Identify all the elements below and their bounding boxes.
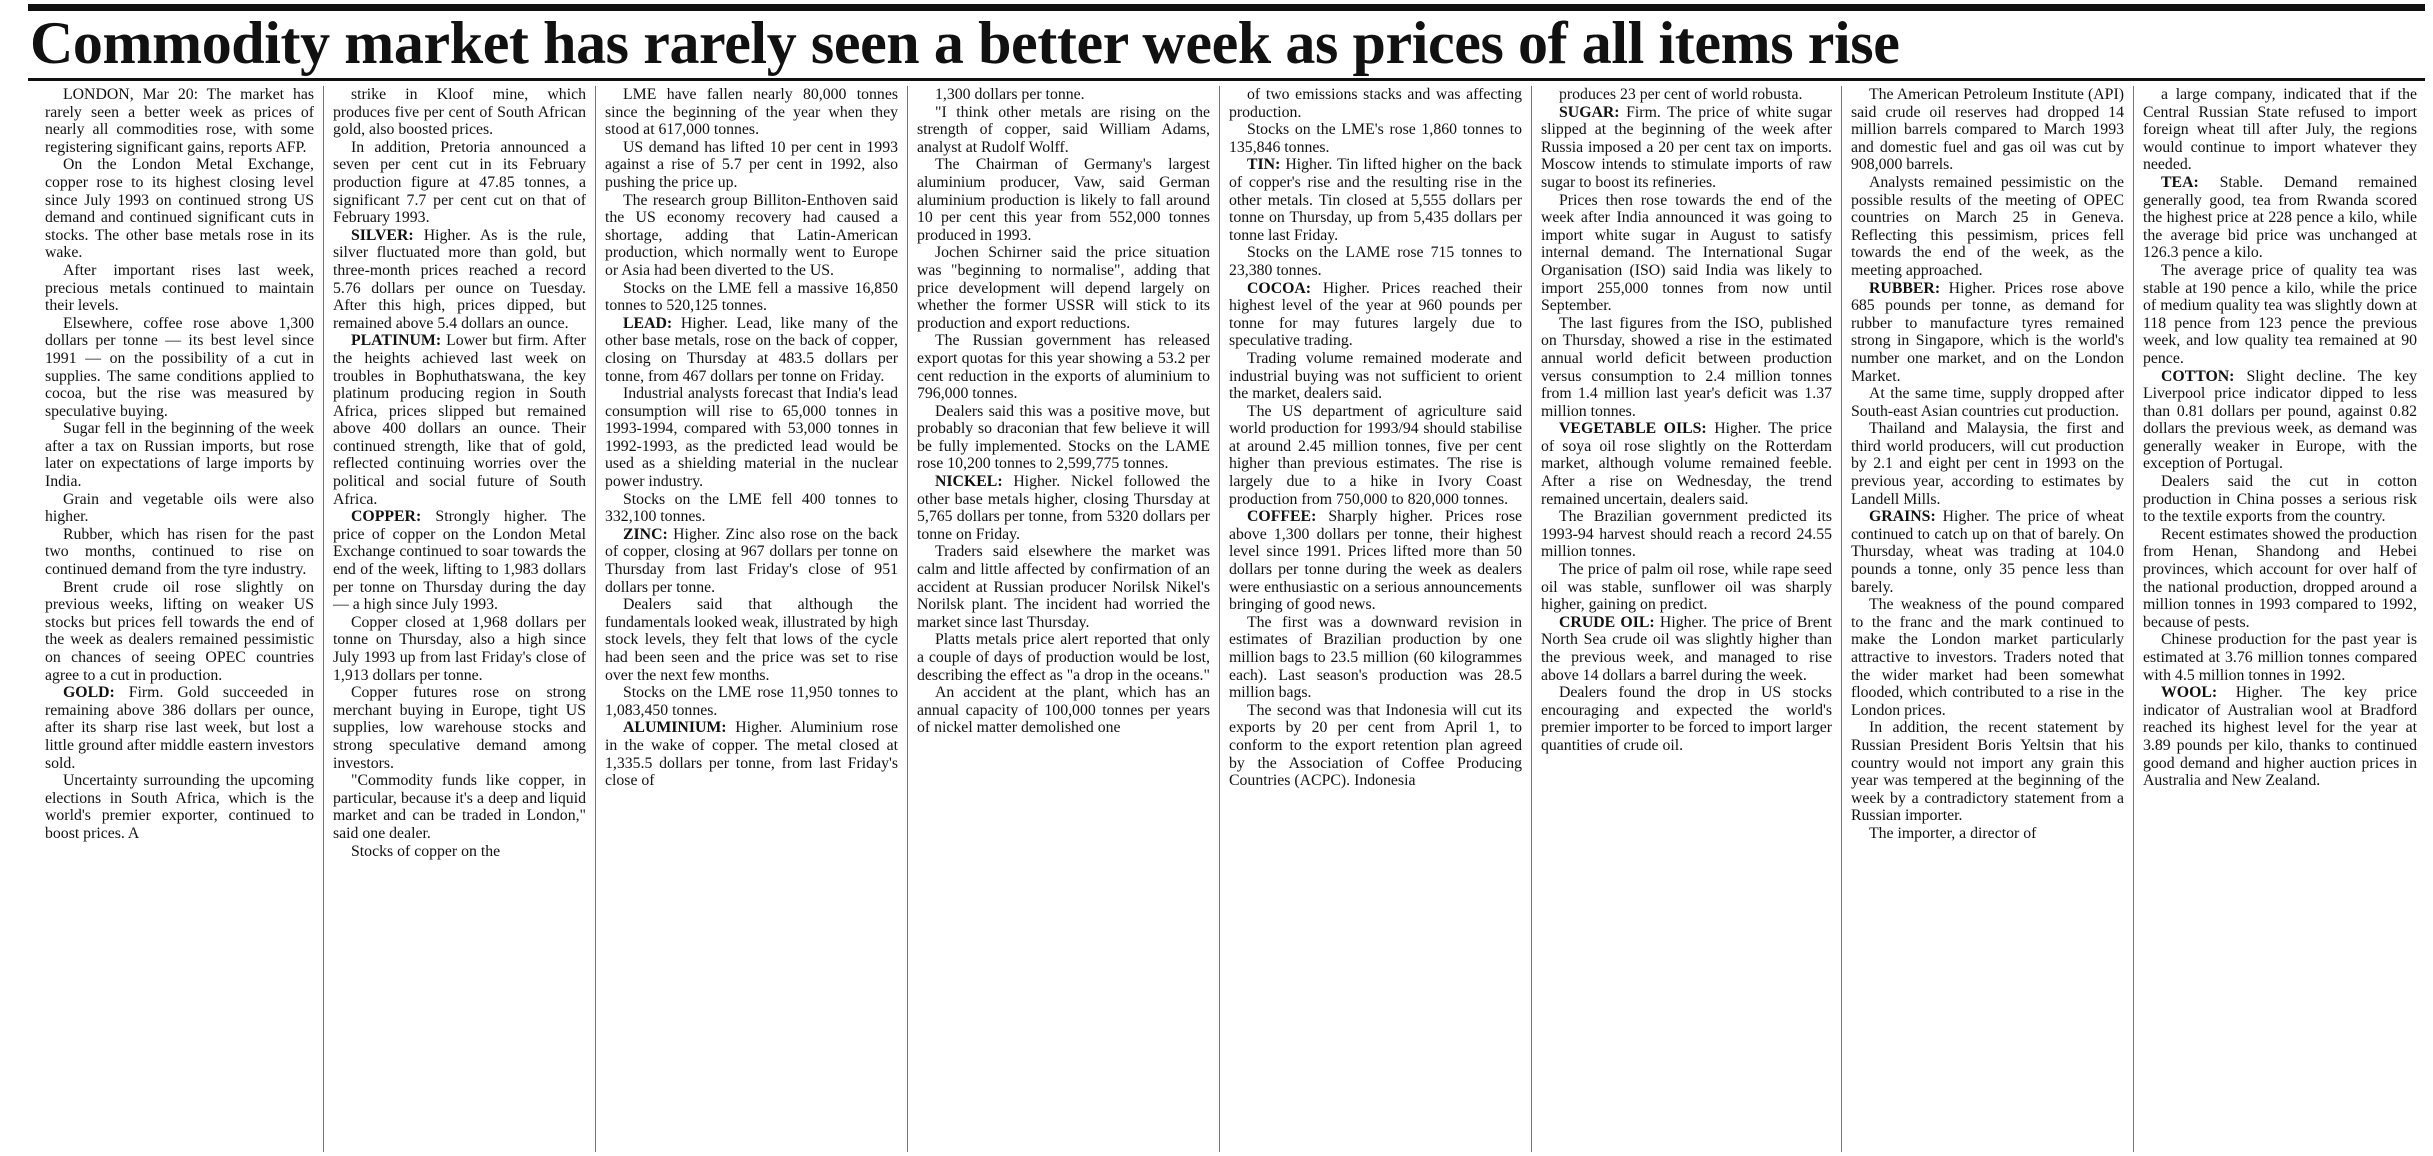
paragraph: Stocks on the LME fell 400 tonnes to 332,100 tonnes. bbox=[605, 490, 898, 526]
paragraph: Copper futures rose on strong merchant buying in Europe, tight US supplies, low warehouse stocks and strong speculative demand among investors. bbox=[333, 684, 586, 772]
column-7 bbox=[1842, 86, 2134, 1152]
paragraph: The first was a downward revision in estimates of Brazilian production by one million bags to 23.5 million (60 kilogrammes each). Last season's production was 28.5 million bags. bbox=[1229, 613, 1522, 702]
paragraph: GOLD: Firm. Gold succeeded in remaining above 386 dollars per ounce, after its sharp rise last week, but lost a little ground after middle eastern investors sold. bbox=[45, 684, 314, 772]
paragraph: The average price of quality tea was stable at 190 pence a kilo, while the price of medium quality tea was slightly down at 118 pence from 123 pence the previous week, and low quality tea remained at 90 pence. bbox=[2143, 261, 2417, 367]
section-keyword: RUBBER: bbox=[1869, 279, 1941, 297]
paragraph: The US department of agriculture said world production for 1993/94 should stabilise at around 2.45 million tonnes, five per cent higher than previous estimates. The rise is largely due to a hike in Ivory Coast production from 750,000 to 820,000 tonnes. bbox=[1229, 402, 1522, 508]
paragraph: CRUDE OIL: Higher. The price of Brent North Sea crude oil was slightly higher than the previous week, and managed to rise above 14 dollars a barrel during the week. bbox=[1541, 613, 1832, 684]
paragraph: Stocks on the LAME rose 715 tonnes to 23,380 tonnes. bbox=[1229, 244, 1522, 279]
paragraph: Rubber, which has risen for the past two months, continued to rise on continued demand from the tyre industry. bbox=[45, 525, 314, 579]
section-keyword: LEAD: bbox=[623, 314, 673, 332]
paragraph: TIN: Higher. Tin lifted higher on the back of copper's rise and the resulting rise in the other metals. Tin closed at 5,555 dollars per tonne on Thursday, up from 5,435 dollars per tonne last Friday. bbox=[1229, 156, 1522, 244]
section-keyword: GOLD: bbox=[63, 684, 115, 702]
section-keyword: GRAINS: bbox=[1869, 508, 1936, 526]
section-keyword: NICKEL: bbox=[935, 473, 1003, 491]
column-4 bbox=[908, 86, 1220, 1152]
paragraph: Sugar fell in the beginning of the week after a tax on Russian imports, but rose later on expectations of large imports by India. bbox=[45, 420, 314, 491]
paragraph: Stocks on the LME rose 11,950 tonnes to 1,083,450 tonnes. bbox=[605, 684, 898, 719]
section-keyword: COFFEE: bbox=[1247, 508, 1317, 526]
paragraph: In addition, Pretoria announced a seven per cent cut in its February production figure at 47.85 tonnes, a significant 7.7 per cent cut on that of February 1993. bbox=[333, 138, 586, 227]
paragraph: COPPER: Strongly higher. The price of copper on the London Metal Exchange continued to soar towards the end of the week, lifting to 1,983 dollars per tonne on Thursday during the day — a high since July 1993. bbox=[333, 508, 586, 614]
paragraph: strike in Kloof mine, which produces five per cent of South African gold, also boosted prices. bbox=[333, 86, 586, 139]
section-keyword: SUGAR: bbox=[1559, 103, 1620, 121]
paragraph: An accident at the plant, which has an annual capacity of 100,000 tonnes per years of nickel matter demolished one bbox=[917, 684, 1210, 737]
paragraph: LME have fallen nearly 80,000 tonnes since the beginning of the year when they stood at 617,000 tonnes. bbox=[605, 86, 898, 139]
column-2 bbox=[324, 86, 596, 1152]
paragraph: Dealers found the drop in US stocks encouraging and expected the world's premier importer to be forced to import larger quantities of crude oil. bbox=[1541, 684, 1832, 754]
paragraph: SILVER: Higher. As is the rule, silver fluctuated more than gold, but three-month prices reached a record 5.76 dollars per ounce on Tuesday. After this high, prices dipped, but remained above 5.4 dollars an ounce. bbox=[333, 226, 586, 332]
paragraph: Uncertainty surrounding the upcoming elections in South Africa, which is the world's premier exporter, continued to boost prices. A bbox=[45, 772, 314, 842]
paragraph: a large company, indicated that if the Central Russian State refused to import foreign wheat till after July, the regions would continue to import whatever they needed. bbox=[2143, 86, 2417, 174]
paragraph: COTTON: Slight decline. The key Liverpool price indicator dipped to less than 0.81 dollars per pound, against 0.82 dollars the previous week, as demand was generally weaker in Europe, with the exception of Portugal. bbox=[2143, 367, 2417, 473]
paragraph: Industrial analysts forecast that India's lead consumption will rise to 65,000 tonnes in 1993-1994, compared with 53,000 tonnes in 1992-1993, as the predicted lead would be used as a shielding material in the nuclear power industry. bbox=[605, 385, 898, 491]
section-keyword: PLATINUM: bbox=[351, 332, 442, 350]
paragraph: SUGAR: Firm. The price of white sugar slipped at the beginning of the week after Russia imposed a 20 per cent tax on imports. Moscow intends to stimulate imports of raw sugar to boost its refineries. bbox=[1541, 103, 1832, 191]
paragraph: Stocks of copper on the bbox=[351, 842, 501, 860]
paragraph: ALUMINIUM: Higher. Aluminium rose in the wake of copper. The metal closed at 1,335.5 dollars per tonne, from last Friday's close of bbox=[605, 719, 898, 790]
paragraph: Thailand and Malaysia, the first and third world producers, will cut production by 2.1 and eight per cent in 1993 on the previous year, according to estimates by Landell Mills. bbox=[1851, 420, 2124, 508]
paragraph: Dealers said the cut in cotton production in China posses a serious risk to the textile exports from the country. bbox=[2143, 473, 2417, 526]
paragraph: The second was that Indonesia will cut its exports by 20 per cent from April 1, to conform to the export retention plan agreed by the Association of Coffee Producing Countries (ACPC). Indonesia bbox=[1229, 701, 1522, 790]
section-keyword: CRUDE OIL: bbox=[1559, 613, 1655, 631]
paragraph: The weakness of the pound compared to the franc and the mark continued to make the London market particularly attractive to investors. Traders noted that the wider market had been somewhat flooded, which contributed to a rise in the London prices. bbox=[1851, 596, 2124, 719]
paragraph: The Chairman of Germany's largest aluminium producer, Vaw, said German aluminium production is likely to fall around 10 per cent this year from 552,000 tonnes produced in 1993. bbox=[917, 156, 1210, 244]
paragraph: Trading volume remained moderate and industrial buying was not sufficient to orient the market, dealers said. bbox=[1229, 349, 1522, 403]
paragraph: "Commodity funds like copper, in particular, because it's a deep and liquid market and can be traded in London," said one dealer. bbox=[333, 772, 586, 842]
paragraph: GRAINS: Higher. The price of wheat continued to catch up on that of barely. On Thursday, wheat was trading at 104.0 pounds a tonne, only 35 pence less than barely. bbox=[1851, 508, 2124, 596]
paragraph: of two emissions stacks and was affecting production. bbox=[1229, 86, 1522, 121]
column-6 bbox=[1532, 86, 1842, 1152]
section-keyword: VEGETABLE OILS: bbox=[1559, 420, 1707, 438]
paragraph: ZINC: Higher. Zinc also rose on the back of copper, closing at 967 dollars per tonne on Thursday from last Friday's close of 951 dollars per tonne. bbox=[605, 525, 898, 596]
paragraph: On the London Metal Exchange, copper rose to its highest closing level since July 1993 on continued strong US demand and continued significant cuts in stocks. The other base metals rose in its wake. bbox=[45, 156, 314, 262]
paragraph: The Brazilian government predicted its 1993-94 harvest should reach a record 24.55 million tonnes. bbox=[1541, 508, 1832, 561]
paragraph: US demand has lifted 10 per cent in 1993 against a rise of 5.7 per cent in 1992, also pushing the price up. bbox=[605, 138, 898, 191]
paragraph: Brent crude oil rose slightly on previous weeks, lifting on weaker US stocks but prices fell towards the end of the week as dealers remained pessimistic on chances of seeing OPEC countries agree to a cut in production. bbox=[45, 578, 314, 684]
paragraph: Jochen Schirner said the price situation was "beginning to normalise", adding that price development will depend largely on whether the former USSR will stick to its production and export reductions. bbox=[917, 244, 1210, 332]
section-keyword: SILVER: bbox=[351, 226, 414, 244]
section-keyword: COCOA: bbox=[1247, 279, 1312, 297]
paragraph: WOOL: Higher. The key price indicator of Australian wool at Bradford reached its highest level for the year at 3.89 pounds per kilo, thanks to continued good demand and higher auction prices in Australia and New Zealand. bbox=[2143, 684, 2417, 790]
paragraph: Stocks on the LME's rose 1,860 tonnes to 135,846 tonnes. bbox=[1229, 121, 1522, 156]
section-keyword: WOOL: bbox=[2161, 684, 2218, 702]
paragraph: Analysts remained pessimistic on the possible results of the meeting of OPEC countries on March 25 in Geneva. Reflecting this pessimism, prices fell towards the end of the week, as the meeting approached. bbox=[1851, 173, 2124, 279]
paragraph: RUBBER: Higher. Prices rose above 685 pounds per tonne, as demand for rubber to manufacture tyres remained strong in Singapore, which is the world's number one market, and on the London Market. bbox=[1851, 279, 2124, 385]
paragraph: Traders said elsewhere the market was calm and little affected by confirmation of an accident at Russian producer Norilsk Nikel's Norilsk plant. The incident had worried the market since last Thursday. bbox=[917, 543, 1210, 631]
paragraph: Prices then rose towards the end of the week after India announced it was going to import white sugar in August to satisfy internal demand. The International Sugar Organisation (ISO) said India was likely to import 255,000 tonnes from now until September. bbox=[1541, 191, 1832, 315]
paragraph: The research group Billiton-Enthoven said the US economy recovery had caused a shortage, adding that Latin-American production, which normally went to Europe or Asia had been diverted to the US. bbox=[605, 191, 898, 279]
paragraph: The price of palm oil rose, while rape seed oil was stable, sunflower oil was sharply higher, gaining on predict. bbox=[1541, 561, 1832, 614]
paragraph: Chinese production for the past year is estimated at 3.76 million tonnes compared with 4.5 million tonnes in 1992. bbox=[2143, 631, 2417, 684]
paragraph: Elsewhere, coffee rose above 1,300 dollars per tonne — its best level since 1991 — on the possibility of a cut in supplies. The same conditions applied to cocoa, but the rise was measured by speculative buying. bbox=[45, 314, 314, 420]
paragraph: LONDON, Mar 20: The market has rarely seen a better week as prices of nearly all commodities rose, with some registering significant gains, reports AFP. bbox=[45, 86, 314, 156]
section-keyword: TEA: bbox=[2161, 173, 2199, 191]
section-keyword: COTTON: bbox=[2161, 367, 2235, 385]
paragraph: NICKEL: Higher. Nickel followed the other base metals higher, closing Thursday at 5,765 dollars per tonne, from 5320 dollars per tonne on Friday. bbox=[917, 473, 1210, 543]
paragraph: The Russian government has released export quotas for this year showing a 53.2 per cent reduction in the exports of aluminium to 796,000 tonnes. bbox=[917, 332, 1210, 403]
paragraph: produces 23 per cent of world robusta. bbox=[1559, 86, 1803, 103]
section-keyword: COPPER: bbox=[351, 508, 422, 526]
article-columns bbox=[36, 86, 2426, 1152]
paragraph: 1,300 dollars per tonne. bbox=[935, 86, 1085, 103]
column-5 bbox=[1220, 86, 1532, 1152]
section-keyword: TIN: bbox=[1247, 156, 1281, 174]
paragraph: COFFEE: Sharply higher. Prices rose above 1,300 dollars per tonne, their highest level since 1991. Prices lifted more than 50 dollars per tonne during the week as dealers were enthusiastic on a serious announcements bringing of good news. bbox=[1229, 508, 1522, 614]
paragraph: The last figures from the ISO, published on Thursday, showed a rise in the estimated annual world deficit between production versus consumption to 2.4 million tonnes from 1.4 million last year's deficit was 1.37 million tonnes. bbox=[1541, 314, 1832, 420]
column-1 bbox=[36, 86, 324, 1152]
paragraph: In addition, the recent statement by Russian President Boris Yeltsin that his country would not import any grain this year was tempered at the beginning of the week by a contradictory statement from a Russian importer. bbox=[1851, 719, 2124, 825]
paragraph: At the same time, supply dropped after South-east Asian countries cut production. bbox=[1851, 385, 2124, 420]
paragraph: COCOA: Higher. Prices reached their highest level of the year at 960 pounds per tonne for may futures largely due to speculative trading. bbox=[1229, 279, 1522, 350]
paragraph: After important rises last week, precious metals continued to maintain their levels. bbox=[45, 261, 314, 315]
column-8 bbox=[2134, 86, 2426, 1152]
paragraph: Dealers said this was a positive move, but probably so draconian that few believe it will be fully implemented. Stocks on the LAME rose 10,200 tonnes to 2,599,775 tonnes. bbox=[917, 402, 1210, 473]
paragraph: VEGETABLE OILS: Higher. The price of soya oil rose slightly on the Rotterdam market, although volume remained feeble. After a rise on Wednesday, the trend remained uncertain, dealers said. bbox=[1541, 420, 1832, 508]
column-3 bbox=[596, 86, 908, 1152]
paragraph: The importer, a director of bbox=[1869, 824, 2037, 842]
paragraph: LEAD: Higher. Lead, like many of the other base metals, rose on the back of copper, closing on Thursday at 483.5 dollars per tonne, from 467 dollars per tonne on Friday. bbox=[605, 314, 898, 385]
paragraph: Copper closed at 1,968 dollars per tonne on Thursday, also a high since July 1993 up from last Friday's close of 1,913 dollars per tonne. bbox=[333, 613, 586, 684]
paragraph: Platts metals price alert reported that only a couple of days of production would be lost, describing the effect as "a drop in the oceans." bbox=[917, 631, 1210, 684]
paragraph: The American Petroleum Institute (API) said crude oil reserves had dropped 14 million barrels compared to March 1993 and domestic fuel and gas oil was cut by 908,000 barrels. bbox=[1851, 86, 2124, 174]
paragraph: PLATINUM: Lower but firm. After the heights achieved last week on troubles in Bophuthatswana, the key platinum producing region in South Africa, prices slipped but remained above 400 dollars an ounce. Their continued strength, like that of gold, reflected continuing worries over the political and social future of South Africa. bbox=[333, 332, 586, 508]
section-keyword: ZINC: bbox=[623, 525, 668, 543]
paragraph: TEA: Stable. Demand remained generally good, tea from Rwanda scored the highest price at 228 pence a kilo, while the average bid price was unchanged at 126.3 pence a kilo. bbox=[2143, 173, 2417, 262]
paragraph: Recent estimates showed the production from Henan, Shandong and Hebei provinces, which account for over half of the national production, dropped around a million tonnes in 1993 compared to 1992, because of pests. bbox=[2143, 525, 2417, 631]
paragraph: Grain and vegetable oils were also higher. bbox=[45, 490, 314, 526]
paragraph: Dealers said that although the fundamentals looked weak, illustrated by high stock levels, they felt that lows of the cycle had been seen and the price was set to rise over the next few months. bbox=[605, 596, 898, 684]
section-keyword: ALUMINIUM: bbox=[623, 719, 727, 737]
headline-rule bbox=[28, 78, 2425, 81]
paragraph: "I think other metals are rising on the strength of copper, said William Adams, analyst at Rudolf Wolff. bbox=[917, 103, 1210, 156]
paragraph: Stocks on the LME fell a massive 16,850 tonnes to 520,125 tonnes. bbox=[605, 279, 898, 315]
headline: Commodity market has rarely seen a better week as prices of all items rise bbox=[30, 10, 1900, 76]
